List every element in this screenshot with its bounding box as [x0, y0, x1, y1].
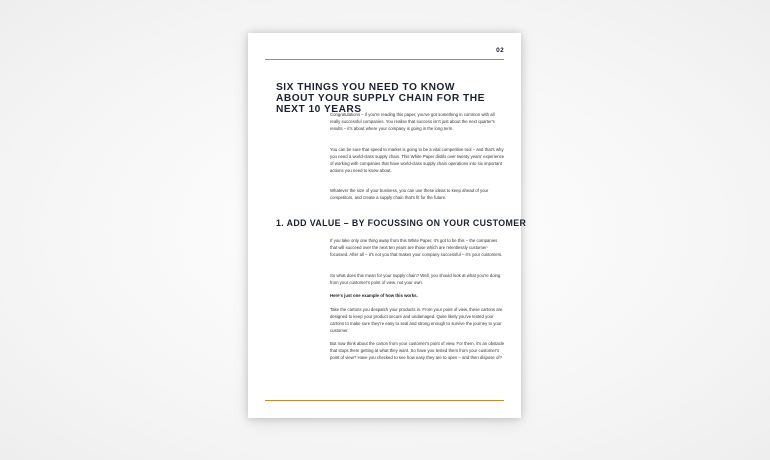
intro-paragraph: Whatever the size of your business, you can use these ideas to keep ahead of your competitors, and create a supply chain that's fit for the future.: [330, 188, 489, 200]
example-paragraph: But now think about the carton from your customer's point of view. For them, it's an obstacle that stops them getting at what they want. So have you tested them from your customer's point of view? Have you checked to see how easy they are to open – and then dispose of?: [330, 341, 505, 360]
page-title: SIX THINGS YOU NEED TO KNOW ABOUT YOUR SUPPLY CHAIN FOR THE NEXT 10 YEARS: [276, 82, 485, 115]
top-rule: [265, 59, 504, 60]
document-page: [248, 33, 527, 418]
intro-paragraph: Congratulations – if you're reading this paper, you've got something in common with all really successful companies. You realise that success isn't just about the next quarter's results – it's about where your company is going in the long term.: [330, 112, 495, 131]
example-heading: Here's just one example of how this works.: [330, 293, 418, 298]
section-heading: 1. ADD VALUE – BY FOCUSSING ON YOUR CUSTOMER: [276, 218, 527, 228]
section-paragraph: So what does this mean for your supply chain? Well, you should look at what you're doing from your customer's point of view, not your own.: [330, 273, 501, 285]
section-paragraph: If you take only one thing away from this White Paper, it's got to be this – the companies that will succeed over the next ten years are those which are relentlessly customer-focussed. After all – it's not you that makes your company successful – it's your customers.: [330, 238, 503, 257]
example-paragraph: Take the cartons you despatch your products in. From your point of view, these cartons are designed to keep your product secure and undamaged. Quite likely you've tested your cartons to make sure they're easy to seal and strong enough to survive the journey to your customer.: [330, 307, 503, 333]
page-number: 02: [496, 47, 504, 54]
intro-paragraph: You can be sure that speed to market is going to be a vital competitive tool – and that's why you need a world-class supply chain. This White Paper distils over twenty years' experience of working with companies that have world-class supply chain operations into six important actions you need to know about.: [330, 147, 505, 173]
bottom-rule: [265, 400, 504, 401]
